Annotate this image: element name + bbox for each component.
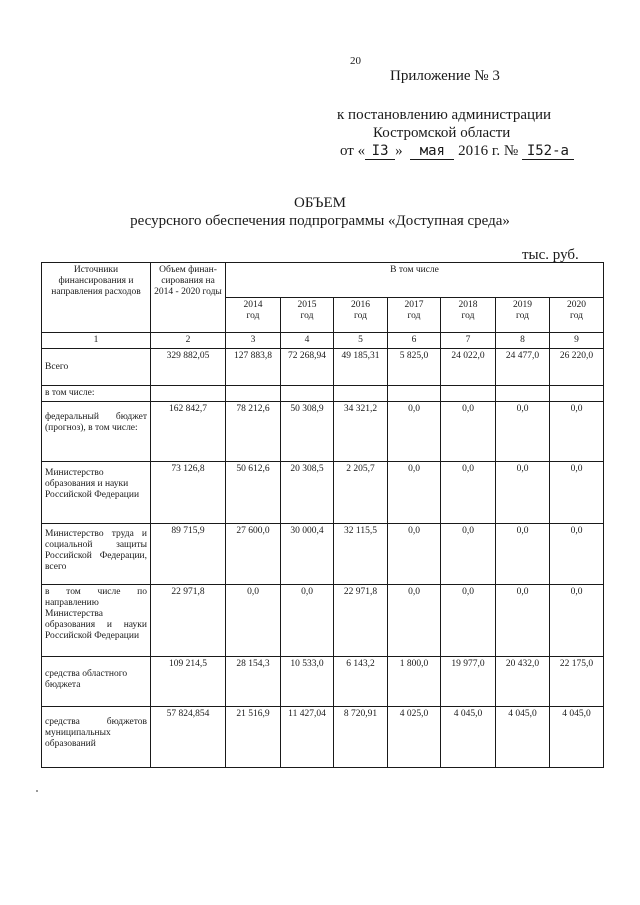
- cell-value: 20 432,0: [496, 657, 550, 707]
- row-total: 162 842,7: [151, 402, 226, 462]
- cell-value: 0,0: [496, 585, 550, 657]
- row-label: в том числе:: [42, 386, 151, 402]
- row-label: Всего: [42, 349, 151, 386]
- title-sub: ресурсного обеспечения подпрограммы «Доступная среда»: [130, 213, 510, 229]
- cell-value: 4 045,0: [550, 707, 604, 768]
- row-total: 57 824,854: [151, 707, 226, 768]
- cell-value: 10 533,0: [281, 657, 334, 707]
- row-total: [151, 386, 226, 402]
- header-year: 2019 год: [496, 298, 550, 333]
- cell-value: 4 045,0: [441, 707, 496, 768]
- row-label: средства бюджетов муниципальных образований: [42, 707, 151, 768]
- cell-value: 50 612,6: [226, 462, 281, 524]
- cell-value: [334, 386, 388, 402]
- column-number: 5: [334, 333, 388, 349]
- cell-value: [226, 386, 281, 402]
- cell-value: 0,0: [441, 402, 496, 462]
- table-row: [42, 462, 604, 524]
- cell-value: 28 154,3: [226, 657, 281, 707]
- column-number: 9: [550, 333, 604, 349]
- cell-value: 27 600,0: [226, 524, 281, 585]
- row-total: 329 882,05: [151, 349, 226, 386]
- cell-value: 0,0: [496, 462, 550, 524]
- column-number: 4: [281, 333, 334, 349]
- cell-value: 0,0: [441, 524, 496, 585]
- cell-value: 0,0: [388, 585, 441, 657]
- cell-value: 24 022,0: [441, 349, 496, 386]
- column-number: 6: [388, 333, 441, 349]
- cell-value: 26 220,0: [550, 349, 604, 386]
- cell-value: 21 516,9: [226, 707, 281, 768]
- cell-value: [441, 386, 496, 402]
- date-month: мая: [410, 144, 454, 160]
- title-main: ОБЪЕМ: [294, 195, 346, 211]
- column-number: 8: [496, 333, 550, 349]
- cell-value: 34 321,2: [334, 402, 388, 462]
- cell-value: 0,0: [388, 462, 441, 524]
- column-number: 3: [226, 333, 281, 349]
- cell-value: 4 025,0: [388, 707, 441, 768]
- row-total: 89 715,9: [151, 524, 226, 585]
- header-total: Объем финан-сирования на 2014 - 2020 годы: [151, 263, 226, 333]
- cell-value: 20 308,5: [281, 462, 334, 524]
- resource-table: [41, 262, 604, 768]
- column-number: 1: [42, 333, 151, 349]
- cell-value: 0,0: [388, 402, 441, 462]
- row-label: в том числе по направлению Министерства образования и науки Российской Федерации: [42, 585, 151, 657]
- cell-value: 30 000,4: [281, 524, 334, 585]
- table-row: [42, 402, 604, 462]
- cell-value: 0,0: [441, 462, 496, 524]
- cell-value: 0,0: [441, 585, 496, 657]
- table-header-row: [42, 263, 604, 298]
- cell-value: [281, 386, 334, 402]
- row-total: 73 126,8: [151, 462, 226, 524]
- table-row: [42, 657, 604, 707]
- resolution-line: к постановлению администрации: [337, 107, 552, 123]
- header-year: 2016 год: [334, 298, 388, 333]
- date-quote-close: »: [395, 143, 403, 159]
- row-label: Министерство образования и науки Российской Федерации: [42, 462, 151, 524]
- cell-value: 6 143,2: [334, 657, 388, 707]
- cell-value: 127 883,8: [226, 349, 281, 386]
- cell-value: 2 205,7: [334, 462, 388, 524]
- header-year: 2017 год: [388, 298, 441, 333]
- cell-value: 78 212,6: [226, 402, 281, 462]
- cell-value: 19 977,0: [441, 657, 496, 707]
- resolution-number: I52-а: [522, 144, 574, 160]
- cell-value: 0,0: [550, 524, 604, 585]
- row-total: 22 971,8: [151, 585, 226, 657]
- cell-value: 24 477,0: [496, 349, 550, 386]
- cell-value: 4 045,0: [496, 707, 550, 768]
- cell-value: 22 971,8: [334, 585, 388, 657]
- date-prefix: от «: [340, 143, 366, 159]
- region-line: Костромской области: [373, 125, 511, 141]
- cell-value: 8 720,91: [334, 707, 388, 768]
- column-number: 7: [441, 333, 496, 349]
- cell-value: 50 308,9: [281, 402, 334, 462]
- unit-label: тыс. руб.: [522, 247, 579, 263]
- header-year: 2015 год: [281, 298, 334, 333]
- row-label: средства областного бюджета: [42, 657, 151, 707]
- scan-speck: [36, 790, 38, 792]
- table-row: [42, 585, 604, 657]
- cell-value: 0,0: [226, 585, 281, 657]
- date-day: I3: [365, 144, 395, 160]
- cell-value: 72 268,94: [281, 349, 334, 386]
- cell-value: 49 185,31: [334, 349, 388, 386]
- cell-value: 0,0: [388, 524, 441, 585]
- cell-value: 0,0: [550, 585, 604, 657]
- cell-value: 11 427,04: [281, 707, 334, 768]
- cell-value: [496, 386, 550, 402]
- cell-value: 0,0: [496, 402, 550, 462]
- table-row: [42, 349, 604, 386]
- header-year: 2020 год: [550, 298, 604, 333]
- table-row: [42, 524, 604, 585]
- header-sources: Источники финансирования и направления расходов: [42, 263, 151, 333]
- date-year: 2016 г. №: [458, 143, 519, 159]
- cell-value: 1 800,0: [388, 657, 441, 707]
- row-total: 109 214,5: [151, 657, 226, 707]
- cell-value: 0,0: [550, 402, 604, 462]
- appendix-label: Приложение № 3: [390, 68, 500, 84]
- column-number-row: [42, 333, 604, 349]
- column-number: 2: [151, 333, 226, 349]
- page-number: 20: [350, 55, 361, 67]
- cell-value: 5 825,0: [388, 349, 441, 386]
- cell-value: 32 115,5: [334, 524, 388, 585]
- cell-value: 0,0: [281, 585, 334, 657]
- cell-value: 0,0: [496, 524, 550, 585]
- header-year: 2018 год: [441, 298, 496, 333]
- row-label: федеральный бюджет (прогноз), в том числе:: [42, 402, 151, 462]
- cell-value: 0,0: [550, 462, 604, 524]
- resolution-date-line: [340, 142, 574, 160]
- cell-value: 22 175,0: [550, 657, 604, 707]
- header-year: 2014 год: [226, 298, 281, 333]
- cell-value: [388, 386, 441, 402]
- row-label: Министерство труда и социальной защиты Российской Федерации, всего: [42, 524, 151, 585]
- table-row: [42, 707, 604, 768]
- cell-value: [550, 386, 604, 402]
- header-including: В том числе: [226, 263, 604, 298]
- table-row: [42, 386, 604, 402]
